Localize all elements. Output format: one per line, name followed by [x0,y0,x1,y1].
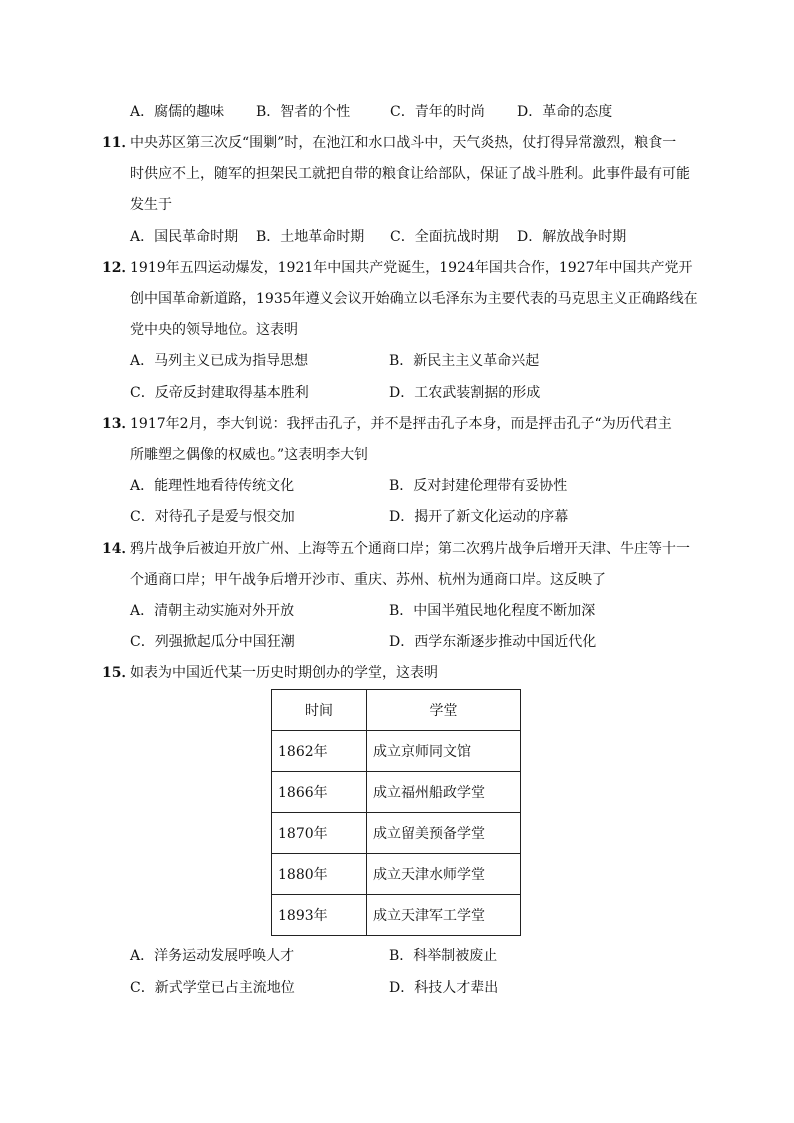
table-cell-school: 成立福州船政学堂 [367,772,521,813]
table-cell-school: 成立京师同文馆 [367,731,521,772]
table-row [272,895,521,936]
option-d: D．解放战争时期 [517,229,627,245]
option-b: B．智者的个性 [256,104,351,120]
question-text-line: 1917年2月，李大钊说：我抨击孔子，并不是抨击孔子本身，而是抨击孔子“为历代君主 [130,416,672,432]
option-c: C．列强掀起瓜分中国狂潮 [130,634,295,650]
option-d: D．西学东渐逐步推动中国近代化 [389,634,597,650]
question-number: 15． [102,665,136,681]
option-a: A．马列主义已成为指导思想 [130,353,309,369]
table-header-row [272,690,521,731]
option-b: B．科举制被废止 [389,948,498,964]
schools-table [271,689,521,936]
question-number: 12． [102,260,136,276]
question-text-line: 党中央的领导地位。这表明 [130,322,298,338]
question-text-line: 创中国革命新道路，1935年遵义会议开始确立以毛泽东为主要代表的马克思主义正确路线在 [130,291,698,307]
table-header-cell: 学堂 [367,690,521,731]
table-row [272,813,521,854]
table-row [272,854,521,895]
question-number: 14． [102,541,136,557]
question-text-line: 鸦片战争后被迫开放广州、上海等五个通商口岸；第二次鸦片战争后增开天津、牛庄等十一 [130,541,690,557]
table-cell-school: 成立天津军工学堂 [367,895,521,936]
option-a: A．能理性地看待传统文化 [130,478,295,494]
table-row [272,731,521,772]
option-b: B．中国半殖民地化程度不断加深 [389,603,596,619]
option-b: B．反对封建伦理带有妥协性 [389,478,568,494]
table-cell-year: 1880年 [272,854,367,895]
option-c: C．新式学堂已占主流地位 [130,980,295,996]
question-text-line: 所雕塑之偶像的权威也。”这表明李大钊 [130,447,369,463]
question-text-line: 发生于 [130,197,172,213]
table-cell-school: 成立留美预备学堂 [367,813,521,854]
option-a: A．国民革命时期 [130,229,239,245]
option-a: A．洋务运动发展呼唤人才 [130,948,295,964]
question-text-line: 中央苏区第三次反“围剿”时，在池江和水口战斗中，天气炎热，仗打得异常激烈，粮食一 [130,135,677,151]
option-a: A．清朝主动实施对外开放 [130,603,295,619]
table-cell-year: 1893年 [272,895,367,936]
option-c: C．全面抗战时期 [390,229,499,245]
table-cell-year: 1870年 [272,813,367,854]
table-row [272,772,521,813]
option-d: D．工农武装割据的形成 [389,385,541,401]
option-c: C．青年的时尚 [390,104,485,120]
option-d: D．革命的态度 [517,104,613,120]
table-cell-school: 成立天津水师学堂 [367,854,521,895]
option-c: C．对待孔子是爱与恨交加 [130,509,295,525]
option-c: C．反帝反封建取得基本胜利 [130,385,309,401]
question-text-line: 个通商口岸；甲午战争后增开沙市、重庆、苏州、杭州为通商口岸。这反映了 [130,572,606,588]
question-text-line: 如表为中国近代某一历史时期创办的学堂，这表明 [130,665,438,681]
question-text-line: 1919年五四运动爆发，1921年中国共产党诞生，1924年国共合作，1927年中国共产党开 [130,260,693,276]
question-number: 13． [102,416,136,432]
option-d: D．揭开了新文化运动的序幕 [389,509,569,525]
question-text-line: 时供应不上，随军的担架民工就把自带的粮食让给部队，保证了战斗胜利。此事件最有可能 [130,166,690,182]
option-b: B．新民主主义革命兴起 [389,353,540,369]
table-cell-year: 1866年 [272,772,367,813]
option-b: B．土地革命时期 [256,229,365,245]
table-cell-year: 1862年 [272,731,367,772]
option-d: D．科技人才辈出 [389,980,499,996]
option-a: A．腐儒的趣味 [130,104,225,120]
table-header-cell: 时间 [272,690,367,731]
question-number: 11． [102,135,136,151]
